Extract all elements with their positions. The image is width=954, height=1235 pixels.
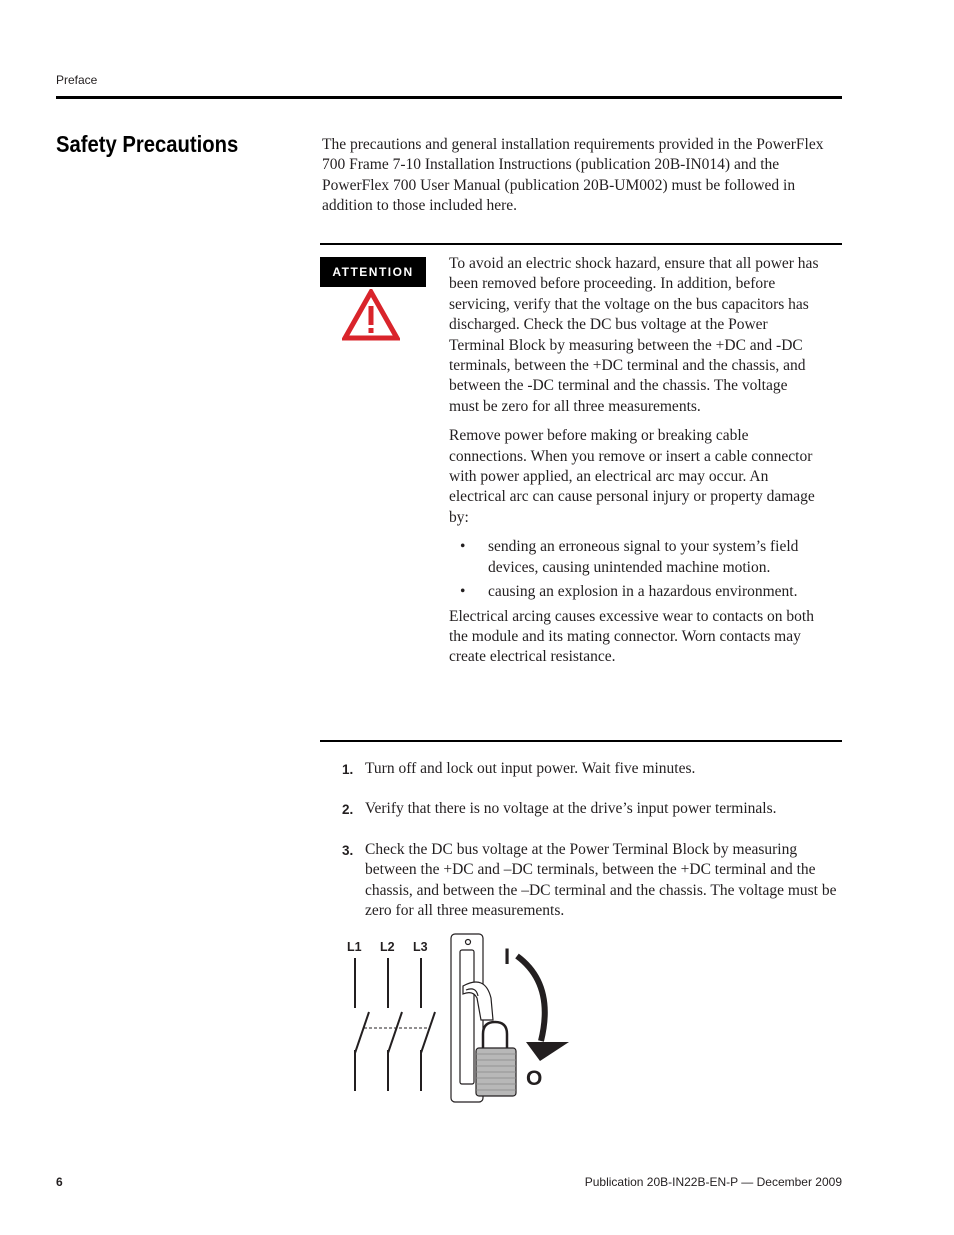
attention-badge: ATTENTION <box>320 257 426 287</box>
section-title: Safety Precautions <box>56 131 239 157</box>
publication-info: Publication 20B-IN22B-EN-P — December 2009 <box>584 1175 842 1189</box>
attention-paragraph: Electrical arcing causes excessive wear to contacts on both the module and its mating connector. Worn contacts may create electrical resistance. <box>449 607 814 666</box>
on-position-label: I <box>504 944 511 969</box>
procedure-steps <box>342 759 842 941</box>
header-rule <box>56 96 842 99</box>
page-number: 6 <box>56 1175 63 1189</box>
rotation-arrow-icon <box>517 956 569 1061</box>
list-item <box>342 759 842 779</box>
step-number: 3. <box>342 842 354 858</box>
attention-top-rule <box>320 243 842 245</box>
list-item: • sending an erroneous signal to your system’s field devices, causing unintended machine motion. <box>449 537 819 578</box>
padlock-icon <box>476 1022 516 1096</box>
attention-bottom-rule <box>320 740 842 742</box>
list-item: • causing an explosion in a hazardous environment. <box>449 582 819 602</box>
attention-body <box>449 254 819 677</box>
intro-paragraph: The precautions and general installation requirements provided in the PowerFlex 700 Frame 7-10 Installation Instructions (publication 20B-IN014) and the PowerFlex 700 User Manual (publication 20B-UM002) must be followed in addition to those included here. <box>322 136 824 215</box>
attention-bullet-list <box>449 537 819 602</box>
step-text: Check the DC bus voltage at the Power Terminal Block by measuring between the +DC and –DC terminals, between the +DC terminal and the chassis, and between the –DC terminal and the chassis. The voltage must be zero for all three measurements. <box>365 840 837 920</box>
off-position-label: O <box>526 1067 543 1090</box>
three-pole-switch <box>355 958 435 1091</box>
attention-paragraph: Remove power before making or breaking cable connections. When you remove or insert a cable connector with power applied, an electrical arc may occur. An electrical arc can cause personal injury or property damage by: <box>449 427 815 526</box>
attention-paragraph: To avoid an electric shock hazard, ensure that all power has been removed before proceeding. In addition, before servicing, verify that the voltage on the bus capacitors has discharged. Check the DC bus voltage at the Power Terminal Block by measuring between the +DC and -DC terminals, between the +DC terminal and the chassis, and between the -DC terminal and the chassis. The voltage must be zero for all three measurements. <box>449 255 819 415</box>
step-text: Turn off and lock out input power. Wait five minutes. <box>365 760 696 777</box>
running-header: Preface <box>56 73 98 87</box>
lockout-disconnect-diagram <box>340 928 580 1108</box>
line-label-l3: L3 <box>413 940 428 954</box>
warning-triangle-icon <box>342 289 400 341</box>
step-text: Verify that there is no voltage at the drive’s input power terminals. <box>365 800 777 818</box>
step-number: 2. <box>342 802 354 818</box>
step-number: 1. <box>342 762 354 777</box>
list-item <box>342 840 842 922</box>
line-label-l1: L1 <box>347 940 362 954</box>
list-item <box>342 799 842 819</box>
line-label-l2: L2 <box>380 940 395 954</box>
